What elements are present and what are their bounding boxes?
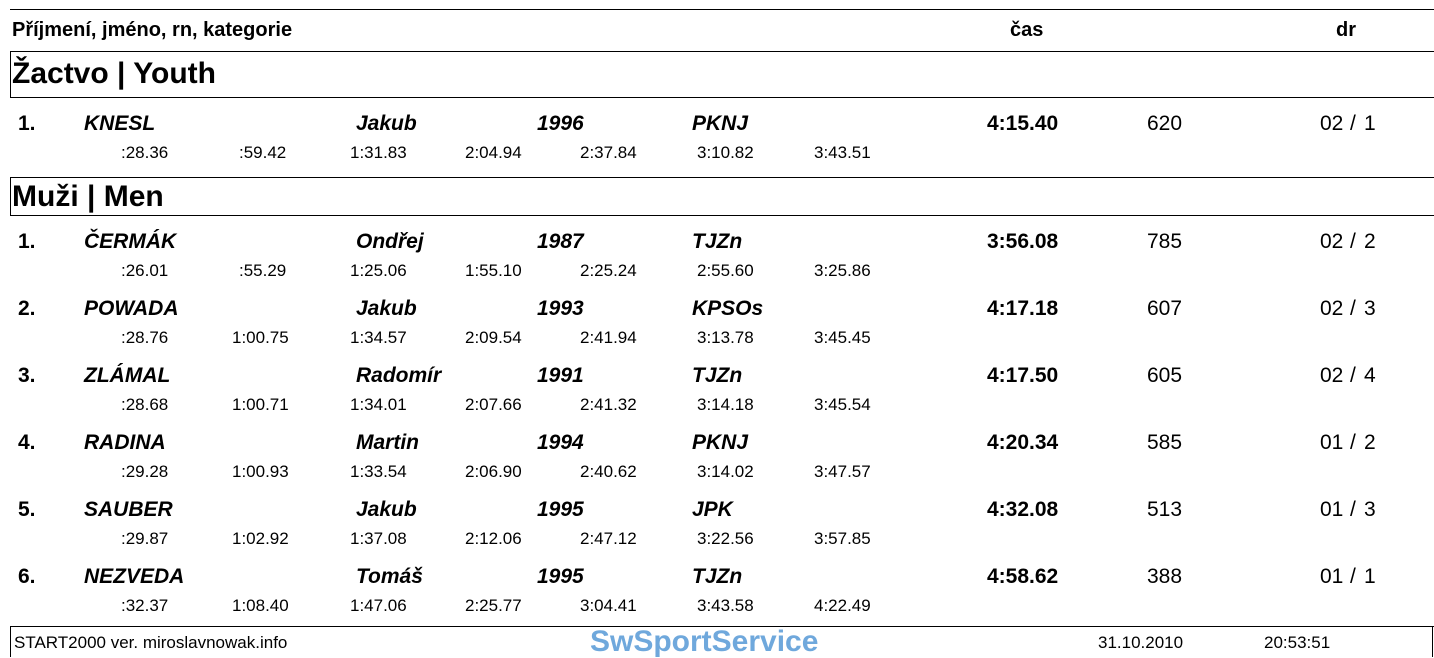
heat: 01 <box>1320 498 1344 521</box>
split-time: :32.37 <box>121 596 169 615</box>
lane: 3 <box>1364 297 1376 320</box>
surname: KNESL <box>84 112 156 135</box>
surname: RADINA <box>84 431 166 454</box>
place: 5. <box>18 498 36 521</box>
final-time: 4:17.18 <box>987 297 1059 320</box>
heat: 02 <box>1320 112 1344 135</box>
print-date: 31.10.2010 <box>1098 633 1184 652</box>
lane-slash: / <box>1350 112 1356 135</box>
club: KPSOs <box>692 297 764 320</box>
lane-slash: / <box>1350 498 1356 521</box>
points: 585 <box>1147 431 1183 454</box>
swsportservice-logo: SwSportService <box>590 625 819 658</box>
heat: 02 <box>1320 297 1344 320</box>
split-time: 2:41.94 <box>580 328 637 347</box>
points: 605 <box>1147 364 1183 387</box>
split-time: 1:25.06 <box>350 261 407 280</box>
lane-slash: / <box>1350 565 1356 588</box>
split-time: 3:04.41 <box>580 596 637 615</box>
club: TJZn <box>692 364 743 387</box>
first-name: Radomír <box>356 364 442 387</box>
footer <box>0 627 1434 657</box>
club: PKNJ <box>692 112 749 135</box>
category-title: Žactvo | Youth <box>12 57 216 90</box>
category-rule <box>10 97 1434 98</box>
split-time: :28.36 <box>121 143 169 162</box>
result-entry <box>0 363 1434 425</box>
surname: ČERMÁK <box>84 230 177 253</box>
club: TJZn <box>692 230 743 253</box>
split-time: 2:04.94 <box>465 143 522 162</box>
surname: SAUBER <box>84 498 173 521</box>
club: TJZn <box>692 565 743 588</box>
heat: 01 <box>1320 431 1344 454</box>
split-time: :59.42 <box>239 143 287 162</box>
lane-slash: / <box>1350 431 1356 454</box>
split-time: 2:25.77 <box>465 596 522 615</box>
split-time: :26.01 <box>121 261 169 280</box>
place: 1. <box>18 112 36 135</box>
result-entry <box>0 564 1434 626</box>
split-time: 1:37.08 <box>350 529 407 548</box>
final-time: 3:56.08 <box>987 230 1059 253</box>
split-time: 1:00.75 <box>232 328 289 347</box>
split-time: 1:02.92 <box>232 529 289 548</box>
category-rule <box>10 51 1434 52</box>
split-time: :29.28 <box>121 462 169 481</box>
split-time: 1:00.71 <box>232 395 289 414</box>
split-time: 2:06.90 <box>465 462 522 481</box>
result-entry <box>0 430 1434 492</box>
lane: 1 <box>1364 112 1376 135</box>
split-time: 2:55.60 <box>697 261 754 280</box>
heat: 01 <box>1320 565 1344 588</box>
split-time: 3:43.51 <box>814 143 871 162</box>
lane-slash: / <box>1350 297 1356 320</box>
split-time: 1:33.54 <box>350 462 407 481</box>
category-rule <box>10 215 1434 216</box>
first-name: Jakub <box>356 498 417 521</box>
split-time: 3:47.57 <box>814 462 871 481</box>
split-time: 2:07.66 <box>465 395 522 414</box>
final-time: 4:58.62 <box>987 565 1059 588</box>
split-time: 1:00.93 <box>232 462 289 481</box>
print-time: 20:53:51 <box>1264 633 1331 652</box>
category-rule <box>10 177 1434 178</box>
birth-year: 1993 <box>537 297 584 320</box>
lane-slash: / <box>1350 364 1356 387</box>
split-time: :29.87 <box>121 529 169 548</box>
surname: POWADA <box>84 297 179 320</box>
split-time: 3:14.02 <box>697 462 754 481</box>
final-time: 4:17.50 <box>987 364 1059 387</box>
result-entry <box>0 497 1434 559</box>
software-credit: START2000 ver. miroslavnowak.info <box>14 633 288 652</box>
split-time: 3:43.58 <box>697 596 754 615</box>
split-time: 3:14.18 <box>697 395 754 414</box>
heat: 02 <box>1320 364 1344 387</box>
lane: 1 <box>1364 565 1376 588</box>
heat: 02 <box>1320 230 1344 253</box>
club: JPK <box>692 498 733 521</box>
club: PKNJ <box>692 431 749 454</box>
category-title: Muži | Men <box>12 180 164 213</box>
points: 388 <box>1147 565 1183 588</box>
first-name: Jakub <box>356 297 417 320</box>
lane: 3 <box>1364 498 1376 521</box>
split-time: 2:41.32 <box>580 395 637 414</box>
result-entry <box>0 111 1434 173</box>
split-time: 1:55.10 <box>465 261 522 280</box>
split-time: 2:09.54 <box>465 328 522 347</box>
lane: 4 <box>1364 364 1376 387</box>
place: 3. <box>18 364 36 387</box>
split-time: 2:37.84 <box>580 143 637 162</box>
points: 785 <box>1147 230 1183 253</box>
category-left-border <box>10 177 11 215</box>
column-header-time: čas <box>1010 19 1044 41</box>
first-name: Tomáš <box>356 565 423 588</box>
birth-year: 1995 <box>537 498 584 521</box>
split-time: 3:10.82 <box>697 143 754 162</box>
place: 6. <box>18 565 36 588</box>
final-time: 4:20.34 <box>987 431 1059 454</box>
split-time: 2:25.24 <box>580 261 637 280</box>
final-time: 4:32.08 <box>987 498 1059 521</box>
split-time: :28.68 <box>121 395 169 414</box>
top-rule <box>10 9 1434 10</box>
birth-year: 1996 <box>537 112 584 135</box>
lane-slash: / <box>1350 230 1356 253</box>
lane: 2 <box>1364 230 1376 253</box>
surname: ZLÁMAL <box>84 364 171 387</box>
result-entry <box>0 296 1434 358</box>
birth-year: 1994 <box>537 431 584 454</box>
split-time: 1:31.83 <box>350 143 407 162</box>
birth-year: 1991 <box>537 364 584 387</box>
category-left-border <box>10 51 11 97</box>
birth-year: 1987 <box>537 230 584 253</box>
split-time: 3:45.54 <box>814 395 871 414</box>
result-entry <box>0 229 1434 291</box>
split-time: 3:57.85 <box>814 529 871 548</box>
place: 4. <box>18 431 36 454</box>
final-time: 4:15.40 <box>987 112 1059 135</box>
split-time: 3:13.78 <box>697 328 754 347</box>
points: 513 <box>1147 498 1183 521</box>
first-name: Jakub <box>356 112 417 135</box>
split-time: 1:34.01 <box>350 395 407 414</box>
split-time: 2:40.62 <box>580 462 637 481</box>
birth-year: 1995 <box>537 565 584 588</box>
points: 607 <box>1147 297 1183 320</box>
split-time: 1:47.06 <box>350 596 407 615</box>
split-time: 3:22.56 <box>697 529 754 548</box>
first-name: Martin <box>356 431 419 454</box>
split-time: 4:22.49 <box>814 596 871 615</box>
first-name: Ondřej <box>356 230 424 253</box>
lane: 2 <box>1364 431 1376 454</box>
place: 2. <box>18 297 36 320</box>
split-time: 3:25.86 <box>814 261 871 280</box>
split-time: 3:45.45 <box>814 328 871 347</box>
column-header-dr: dr <box>1336 19 1356 41</box>
surname: NEZVEDA <box>84 565 185 588</box>
points: 620 <box>1147 112 1183 135</box>
split-time: 1:34.57 <box>350 328 407 347</box>
split-time: 2:12.06 <box>465 529 522 548</box>
split-time: :55.29 <box>239 261 287 280</box>
column-header-name: Příjmení, jméno, rn, kategorie <box>12 19 293 41</box>
split-time: 2:47.12 <box>580 529 637 548</box>
place: 1. <box>18 230 36 253</box>
split-time: 1:08.40 <box>232 596 289 615</box>
split-time: :28.76 <box>121 328 169 347</box>
